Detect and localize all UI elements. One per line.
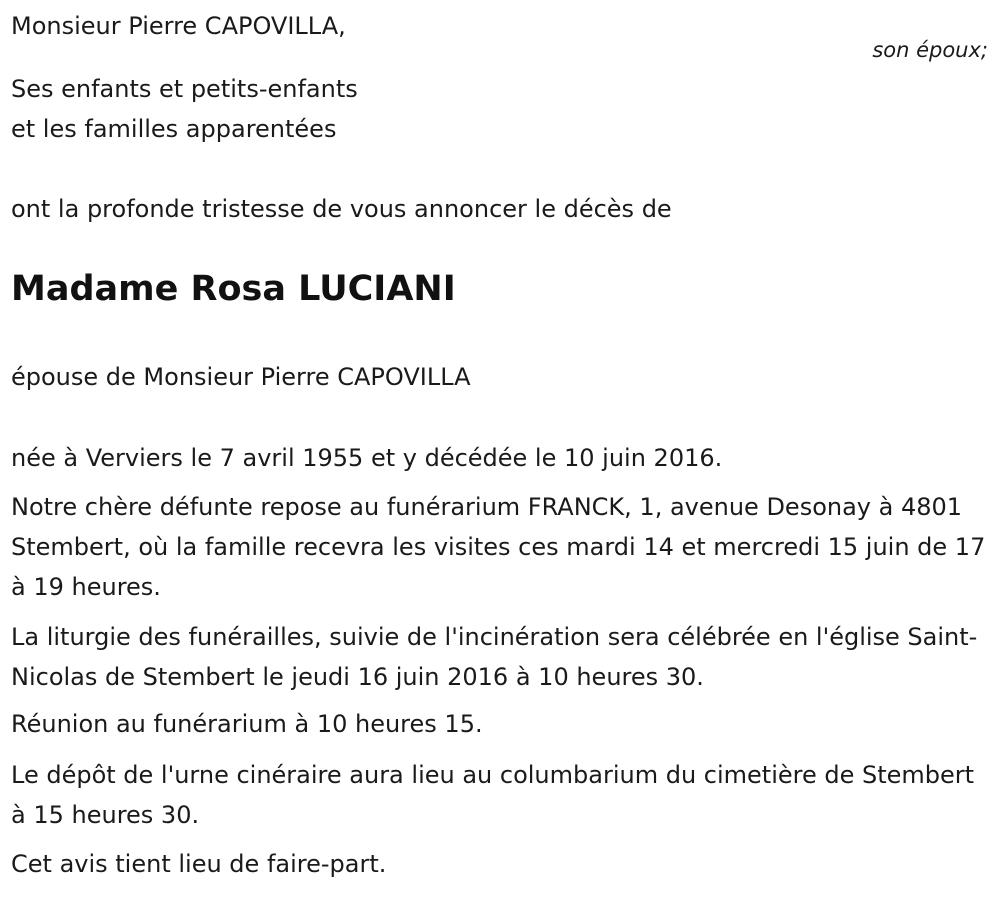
spouse-relation: son époux; [872,38,988,62]
urn-deposit-paragraph: Le dépôt de l'urne cinéraire aura lieu au columbarium du cimetière de Stembert à 15 heures 30. [11,761,975,829]
rest-location-paragraph: Notre chère défunte repose au funérarium FRANCK, 1, avenue Desonay à 4801 Stembert, où la famille recevra les visites ces mardi 14 et mercredi 15 juin de 17 à 19 heures. [11,493,986,601]
deceased-name: Madame Rosa LUCIANI [11,269,456,309]
spouse-line: Monsieur Pierre CAPOVILLA, [11,12,346,40]
spouse-of-line: épouse de Monsieur Pierre CAPOVILLA [11,363,471,391]
birth-death-line: née à Verviers le 7 avril 1955 et y décédée le 10 juin 2016. [11,444,723,472]
liturgy-paragraph: La liturgie des funérailles, suivie de l'incinération sera célébrée en l'église Saint-Nicolas de Stembert le jeudi 16 juin 2016 à 10 heures 30. [11,623,978,691]
family-line-1: Ses enfants et petits-enfants [11,75,358,103]
announcement-line: ont la profonde tristesse de vous annoncer le décès de [11,195,672,223]
family-line-2: et les familles apparentées [11,115,337,143]
closing-line: Cet avis tient lieu de faire-part. [11,850,387,878]
meeting-line: Réunion au funérarium à 10 heures 15. [11,710,483,738]
